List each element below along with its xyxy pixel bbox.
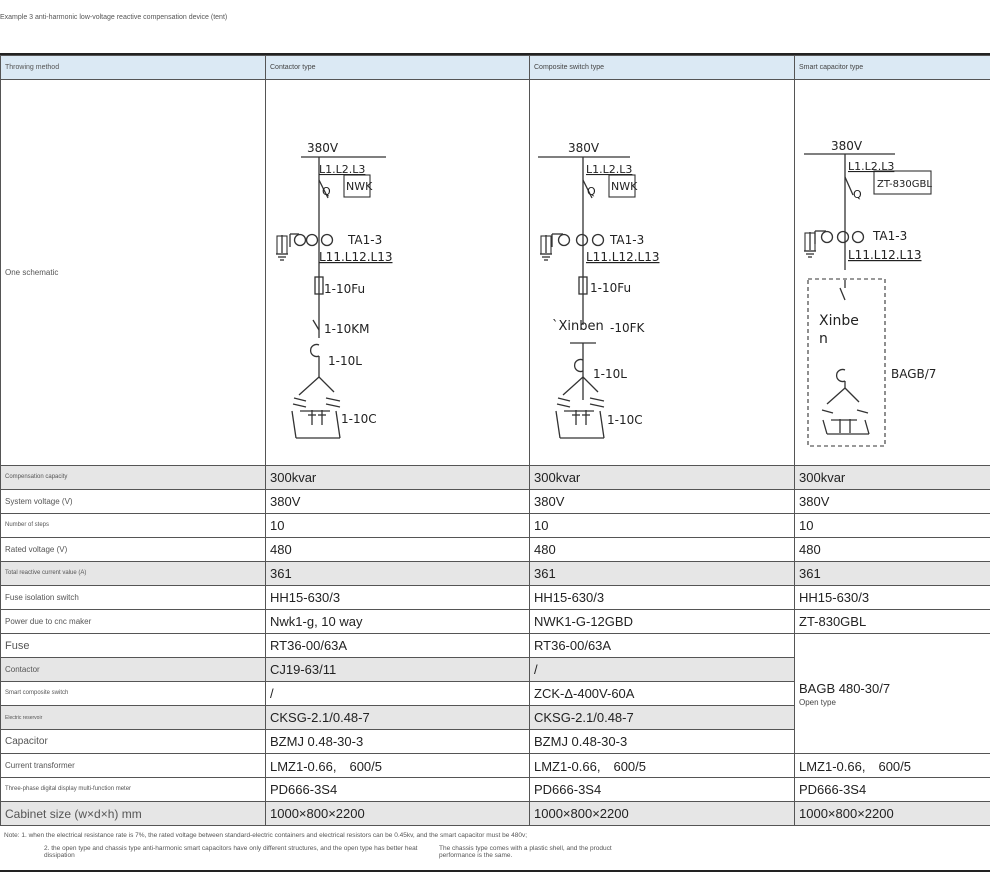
smart-ct-bus-label: L11.L12.L13 — [848, 248, 922, 262]
cell-value: 380V — [266, 490, 530, 514]
cell-value: 380V — [530, 490, 795, 514]
cell-value: / — [530, 658, 795, 682]
row-label: Compensation capacity — [1, 466, 266, 490]
cell-value: HH15-630/3 — [266, 586, 530, 610]
cell-value: BZMJ 0.48-30-3 — [530, 730, 795, 754]
composite-bus-label: L1.L2.L3 — [586, 163, 633, 176]
merged-cell-value: BAGB 480-30/7 — [799, 680, 891, 696]
header-row — [1, 56, 990, 80]
schematic-row — [1, 80, 990, 466]
smart-switch-label-a: Xinbe — [819, 313, 859, 329]
cell-value: PD666-3S4 — [795, 778, 990, 802]
row-label: Power due to cnc maker — [1, 610, 266, 634]
row-label: Total reactive current value (A) — [1, 562, 266, 586]
cell-value: 1000×800×2200 — [266, 802, 530, 826]
composite-switch-label-a: `Xinben — [552, 319, 604, 334]
smart-switch-label-b: n — [819, 331, 828, 347]
cell-value: LMZ1-0.66, 600/5 — [530, 754, 795, 778]
contactor-reactor-label: 1-10L — [328, 354, 362, 368]
schematic-smart-capacitor — [795, 80, 990, 466]
row-label: System voltage (V) — [1, 490, 266, 514]
cell-value: 480 — [266, 538, 530, 562]
row-label: Capacitor — [1, 730, 266, 754]
spec-table — [0, 55, 990, 826]
cell-value: CKSG-2.1/0.48-7 — [266, 706, 530, 730]
row-label: Electric reservoir — [1, 706, 266, 730]
cell-value: 10 — [795, 514, 990, 538]
header-label: Throwing method — [1, 56, 266, 80]
cell-value: 1000×800×2200 — [530, 802, 795, 826]
note-2: 2. the open type and chassis type anti-harmonic smart capacitors have only different structures, and the open type has better heat dissipation — [44, 845, 418, 859]
table-row — [1, 634, 990, 658]
schematic-row-label: One schematic — [1, 80, 266, 466]
contactor-voltage-label: 380V — [307, 141, 339, 155]
bottom-rule — [0, 870, 990, 872]
composite-voltage-label: 380V — [568, 141, 600, 155]
row-label: Smart composite switch — [1, 682, 266, 706]
composite-reactor-label: 1-10L — [593, 367, 627, 381]
row-label: Cabinet size (w×d×h) mm — [1, 802, 266, 826]
smart-breaker-label: Q — [853, 188, 862, 201]
cell-value: RT36-00/63A — [266, 634, 530, 658]
smart-bus-label: L1.L2.L3 — [848, 160, 895, 173]
note-1: Note: 1. when the electrical resistance rate is 7%, the rated voltage between standard-electric containers and electrical resistors can be 0.45kv, and the smart capacitor must be 480v; — [4, 832, 528, 839]
smart-capacitor-schematic-diagram — [795, 80, 990, 460]
cell-value: NWK1-G-12GBD — [530, 610, 795, 634]
cell-value: PD666-3S4 — [530, 778, 795, 802]
table-row — [1, 514, 990, 538]
cell-value: 10 — [266, 514, 530, 538]
cell-value: 361 — [266, 562, 530, 586]
contactor-breaker-label: Q — [322, 185, 331, 198]
cell-value: BZMJ 0.48-30-3 — [266, 730, 530, 754]
cell-value: ZT-830GBL — [795, 610, 990, 634]
cell-value: / — [266, 682, 530, 706]
table-row — [1, 466, 990, 490]
cell-value: 480 — [795, 538, 990, 562]
cell-value: Nwk1-g, 10 way — [266, 610, 530, 634]
schematic-contactor — [266, 80, 530, 466]
cell-value: 361 — [795, 562, 990, 586]
table-row — [1, 778, 990, 802]
table-row — [1, 802, 990, 826]
cell-value: HH15-630/3 — [530, 586, 795, 610]
row-label: Current transformer — [1, 754, 266, 778]
row-label: Fuse isolation switch — [1, 586, 266, 610]
table-row — [1, 490, 990, 514]
cell-value: HH15-630/3 — [795, 586, 990, 610]
cell-value: CJ19-63/11 — [266, 658, 530, 682]
header-smart-capacitor-type: Smart capacitor type — [795, 56, 990, 80]
cell-value: PD666-3S4 — [266, 778, 530, 802]
cell-value: 1000×800×2200 — [795, 802, 990, 826]
merged-cell-subtext: Open type — [799, 697, 836, 707]
header-contactor-type: Contactor type — [266, 56, 530, 80]
cell-value: RT36-00/63A — [530, 634, 795, 658]
composite-ct-label: TA1-3 — [610, 233, 645, 247]
row-label: Fuse — [1, 634, 266, 658]
cell-value: 300kvar — [795, 466, 990, 490]
composite-breaker-label: Q — [587, 185, 596, 198]
contactor-ct-label: TA1-3 — [348, 233, 383, 247]
contactor-bus-label: L1.L2.L3 — [319, 163, 366, 176]
composite-nwk-box-label: NWK — [611, 180, 638, 193]
cell-value: 361 — [530, 562, 795, 586]
composite-fuse-label: 1-10Fu — [590, 281, 632, 295]
cell-value: 10 — [530, 514, 795, 538]
cell-value: 380V — [795, 490, 990, 514]
table-row — [1, 754, 990, 778]
cell-value: 300kvar — [530, 466, 795, 490]
contactor-capacitor-label: 1-10C — [341, 412, 377, 426]
header-composite-switch-type: Composite switch type — [530, 56, 795, 80]
cell-value: CKSG-2.1/0.48-7 — [530, 706, 795, 730]
row-label: Number of steps — [1, 514, 266, 538]
schematic-composite-switch — [530, 80, 795, 466]
smart-controller-box-label: ZT-830GBL — [877, 179, 932, 190]
smart-capacitor-label: BAGB/7 — [891, 367, 937, 381]
table-row — [1, 610, 990, 634]
table-row — [1, 538, 990, 562]
cell-value: 300kvar — [266, 466, 530, 490]
contactor-nwk-box-label: NWK — [346, 180, 373, 193]
smart-ct-label: TA1-3 — [873, 229, 908, 243]
contactor-fuse-label: 1-10Fu — [324, 282, 366, 296]
merged-smart-capacitor-cell — [795, 634, 990, 754]
row-label: Rated voltage (V) — [1, 538, 266, 562]
cell-value: LMZ1-0.66, 600/5 — [266, 754, 530, 778]
smart-voltage-label: 380V — [831, 139, 863, 153]
cell-value: ZCK-Δ-400V-60A — [530, 682, 795, 706]
document-caption: Example 3 anti-harmonic low-voltage reactive compensation device (tent) — [0, 14, 228, 21]
row-label: Contactor — [1, 658, 266, 682]
contactor-ct-bus-label: L11.L12.L13 — [319, 250, 393, 264]
composite-capacitor-label: 1-10C — [607, 413, 643, 427]
note-3: The chassis type comes with a plastic shell, and the product performance is the same. — [439, 845, 612, 859]
table-row — [1, 562, 990, 586]
contactor-switch-label: 1-10KM — [324, 322, 370, 336]
composite-ct-bus-label: L11.L12.L13 — [586, 250, 660, 264]
cell-value: 480 — [530, 538, 795, 562]
contactor-schematic-diagram — [266, 80, 528, 460]
composite-switch-label-b: -10FK — [610, 321, 645, 335]
composite-switch-schematic-diagram — [530, 80, 793, 460]
row-label: Three-phase digital display multi-function meter — [1, 778, 266, 802]
table-row — [1, 586, 990, 610]
cell-value: LMZ1-0.66, 600/5 — [795, 754, 990, 778]
